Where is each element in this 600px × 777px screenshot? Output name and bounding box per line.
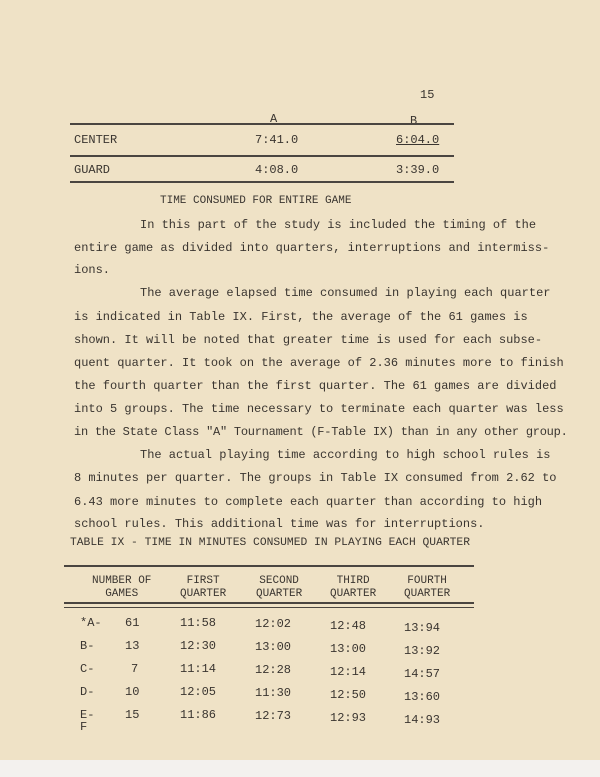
table-cell: 12:93 <box>330 711 367 725</box>
column-header: NUMBER OF GAMES <box>92 575 152 600</box>
row-label: C- <box>80 662 95 676</box>
page-number: 15 <box>420 88 435 102</box>
text-line: The actual playing time according to high school rules is <box>140 448 551 462</box>
cell: 4:08.0 <box>255 163 299 177</box>
table-cell: 12:28 <box>255 663 292 677</box>
table-cell: 15 <box>125 708 140 722</box>
rule <box>70 155 454 157</box>
table-title: TABLE IX - TIME IN MINUTES CONSUMED IN PLAYING EACH QUARTER <box>70 537 470 549</box>
row-label: CENTER <box>74 133 118 147</box>
row-label: B- <box>80 639 95 653</box>
text-line: in the State Class "A" Tournament (F-Table IX) than in any other group. <box>74 425 568 439</box>
table-cell: 13:94 <box>404 621 441 635</box>
table-cell: 13:00 <box>255 640 292 654</box>
col-b-header: B <box>410 114 418 128</box>
table-cell: 12:73 <box>255 709 292 723</box>
table-cell: 11:30 <box>255 686 292 700</box>
text-line: school rules. This additional time was for interruptions. <box>74 517 485 531</box>
table-cell: 14:57 <box>404 667 441 681</box>
table-cell: 7 <box>131 662 139 676</box>
text-line: In this part of the study is included the timing of the <box>140 218 537 232</box>
column-header: FOURTH QUARTER <box>404 575 451 600</box>
table-cell: 13:92 <box>404 644 441 658</box>
text-line: into 5 groups. The time necessary to terminate each quarter was less <box>74 402 564 416</box>
row-label: *A- <box>80 616 102 630</box>
section-heading: TIME CONSUMED FOR ENTIRE GAME <box>160 195 352 207</box>
table-cell: 13:00 <box>330 642 367 656</box>
table-cell: 10 <box>125 685 140 699</box>
table-cell: 11:86 <box>180 708 217 722</box>
col-a-header: A <box>270 112 278 126</box>
column-header: SECOND QUARTER <box>256 575 303 600</box>
text-line: shown. It will be noted that greater time is used for each subse- <box>74 333 543 347</box>
table-cell: 12:30 <box>180 639 217 653</box>
text-line: ions. <box>74 263 111 277</box>
table-cell: 11:14 <box>180 662 217 676</box>
rule <box>64 602 474 604</box>
rule <box>70 123 454 125</box>
text-line: is indicated in Table IX. First, the average of the 61 games is <box>74 310 528 324</box>
row-label: E- F <box>80 708 95 734</box>
column-header: THIRD QUARTER <box>330 575 377 600</box>
row-label: GUARD <box>74 163 111 177</box>
table-cell: 13:60 <box>404 690 441 704</box>
text-line: 6.43 more minutes to complete each quarter than according to high <box>74 495 543 509</box>
table-cell: 61 <box>125 616 140 630</box>
rule <box>64 607 474 608</box>
table-cell: 14:93 <box>404 713 441 727</box>
text-line: quent quarter. It took on the average of 2.36 minutes more to finish <box>74 356 564 370</box>
table-cell: 12:05 <box>180 685 217 699</box>
table-cell: 12:14 <box>330 665 367 679</box>
column-header: FIRST QUARTER <box>180 575 227 600</box>
table-cell: 12:02 <box>255 617 292 631</box>
cell: 6:04.0 <box>396 133 440 147</box>
text-line: entire game as divided into quarters, interruptions and intermiss- <box>74 241 550 255</box>
table-cell: 12:48 <box>330 619 367 633</box>
table-cell: 11:58 <box>180 616 217 630</box>
rule <box>64 565 474 567</box>
rule <box>70 181 454 183</box>
cell: 3:39.0 <box>396 163 440 177</box>
table-cell: 12:50 <box>330 688 367 702</box>
table-cell: 13 <box>125 639 140 653</box>
text-line: The average elapsed time consumed in playing each quarter <box>140 286 551 300</box>
cell: 7:41.0 <box>255 133 299 147</box>
text-line: the fourth quarter than the first quarter. The 61 games are divided <box>74 379 557 393</box>
text-line: 8 minutes per quarter. The groups in Table IX consumed from 2.62 to <box>74 471 557 485</box>
row-label: D- <box>80 685 95 699</box>
